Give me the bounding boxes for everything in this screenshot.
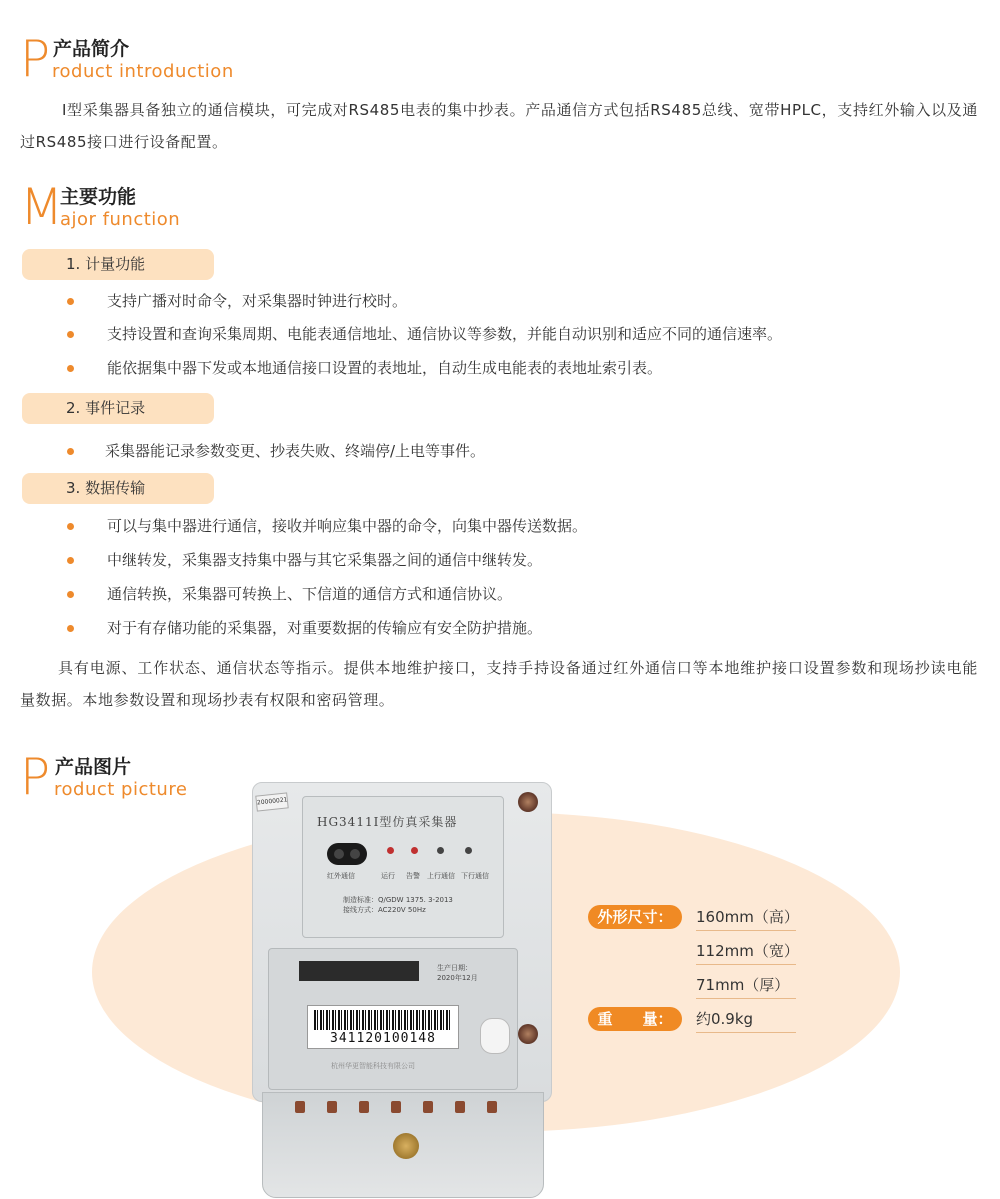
list-item: 能依据集中器下发或本地通信接口设置的表地址，自动生成电能表的表地址索引表。: [67, 356, 967, 380]
list-item: 支持设置和查询采集周期、电能表通信地址、通信协议等参数，并能自动识别和适应不同的通信速率。: [67, 322, 967, 346]
ir-label: 红外通信: [327, 872, 355, 880]
bullet-dot-icon: [67, 591, 74, 598]
led-label-uplink: 上行通信: [427, 872, 455, 880]
group-label-data-transfer: 3. 数据传输: [22, 473, 214, 504]
size-height: 160mm（高）: [696, 904, 796, 931]
terminal-icon: [391, 1101, 401, 1113]
terminal-icon: [455, 1101, 465, 1113]
bullet-dot-icon: [67, 331, 74, 338]
product-image: [252, 782, 552, 1199]
picture-initial-letter: P: [20, 748, 51, 806]
screw-icon: [518, 792, 538, 812]
terminal-cover: [262, 1092, 544, 1198]
list-item: 通信转换，采集器可转换上、下信道的通信方式和通信协议。: [67, 582, 967, 606]
group-label-event-log: 2. 事件记录: [22, 393, 214, 424]
intro-header: [20, 30, 420, 98]
led-downlink-icon: [465, 847, 472, 854]
device-button: [480, 1018, 510, 1054]
list-item: 对于有存储功能的采集器，对重要数据的传输应有安全防护措施。: [67, 616, 967, 640]
infrared-port-icon: [327, 843, 367, 865]
bullet-dot-icon: [67, 365, 74, 372]
size-thickness: 71mm（厚）: [696, 972, 796, 999]
terminal-icon: [487, 1101, 497, 1113]
terminal-icon: [327, 1101, 337, 1113]
picture-title-cn: 产品图片: [55, 756, 132, 778]
terminal-icon: [359, 1101, 369, 1113]
function-header: [20, 178, 420, 246]
function-title-cn: 主要功能: [60, 186, 137, 208]
led-label-run: 运行: [381, 872, 395, 880]
device-model: HG3411Ⅰ型仿真采集器: [317, 815, 458, 829]
bullet-dot-icon: [67, 448, 74, 455]
size-label: 外形尺寸：: [588, 905, 682, 929]
list-item: 支持广播对时命令，对采集器时钟进行校时。: [67, 289, 967, 313]
bullet-dot-icon: [67, 625, 74, 632]
function-initial-letter: M: [20, 178, 64, 236]
list-item: 中继转发，采集器支持集中器与其它采集器之间的通信中继转发。: [67, 548, 967, 572]
list-item: 可以与集中器进行通信，接收并响应集中器的命令，向集中器传送数据。: [67, 514, 967, 538]
led-alarm-icon: [411, 847, 418, 854]
barcode-label: [307, 1005, 459, 1049]
bullet-dot-icon: [67, 523, 74, 530]
screw-icon: [518, 1024, 538, 1044]
prod-date-label: 生产日期：: [437, 964, 472, 972]
prod-date: 2020年12月: [437, 974, 478, 982]
intro-paragraph: Ⅰ型采集器具备独立的通信模块，可完成对RS485电表的集中抄表。产品通信方式包括RS485总线、宽带HPLC，支持红外输入以及通过RS485接口进行设备配置。: [20, 101, 978, 151]
terminal-icon: [423, 1101, 433, 1113]
company-name: 杭州华更智能科技有限公司: [331, 1062, 415, 1070]
size-width: 112mm（宽）: [696, 938, 796, 965]
weight-label: 重 量：: [588, 1007, 682, 1031]
serial-tag: 20000021: [255, 792, 288, 811]
bullet-dot-icon: [67, 298, 74, 305]
meter-front-panel: [302, 796, 504, 938]
picture-title-en: roduct picture: [54, 779, 188, 800]
barcode-icon: [314, 1010, 452, 1030]
meter-label-area: [268, 948, 518, 1090]
terminal-icon: [295, 1101, 305, 1113]
wiring-text: 接线方式：AC220V 50Hz: [343, 906, 426, 914]
intro-title-en: roduct introduction: [52, 61, 234, 82]
group-label-metering: 1. 计量功能: [22, 249, 214, 280]
bullet-dot-icon: [67, 557, 74, 564]
seal-screw-icon: [393, 1133, 419, 1159]
lcd-window: [299, 961, 419, 981]
function-title-en: ajor function: [60, 209, 181, 230]
intro-title-cn: 产品简介: [53, 38, 130, 60]
led-label-downlink: 下行通信: [461, 872, 489, 880]
barcode-number: 341120100148: [330, 1031, 436, 1046]
led-uplink-icon: [437, 847, 444, 854]
list-item: 采集器能记录参数变更、抄表失败、终端停/上电等事件。: [67, 439, 967, 463]
led-run-icon: [387, 847, 394, 854]
intro-initial-letter: P: [20, 30, 51, 88]
standard-text: 制造标准：Q/GDW 1375. 3-2013: [343, 896, 453, 904]
led-label-alarm: 告警: [406, 872, 420, 880]
weight-value: 约0.9kg: [696, 1006, 796, 1033]
function-summary-paragraph: 具有电源、工作状态、通信状态等指示。提供本地维护接口，支持手持设备通过红外通信口等本地维护接口设置参数和现场抄读电能量数据。本地参数设置和现场抄表有权限和密码管理。: [20, 659, 978, 709]
